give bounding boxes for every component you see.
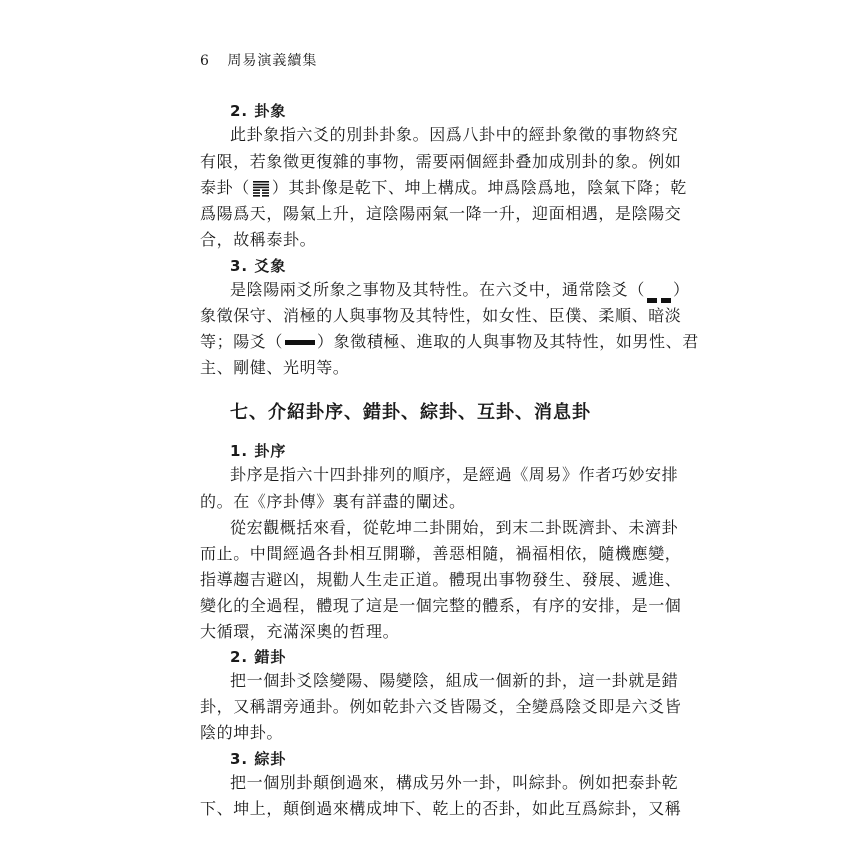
section-heading-zong-gua: 3. 綜卦: [230, 750, 287, 768]
paragraph-line: 而止。中間經過各卦相互開聯，善惡相隨，禍福相依，隨機應變，: [200, 544, 682, 563]
paragraph-line: 從宏觀概括來看，從乾坤二卦開始，到末二卦既濟卦、未濟卦: [230, 518, 679, 537]
paragraph-line: 象徵保守、消極的人與事物及其特性，如女性、臣僕、柔順、暗淡: [200, 306, 682, 325]
paragraph-text: 等；陽爻（: [200, 332, 284, 351]
paragraph-line: 此卦象指六爻的別卦卦象。因爲八卦中的經卦象徵的事物終究: [230, 125, 679, 144]
page-header: [200, 50, 317, 70]
paragraph-line: 變化的全過程，體現了這是一個完整的體系，有序的安排，是一個: [200, 596, 682, 615]
paragraph-line: 大循環，充滿深奧的哲理。: [200, 622, 400, 641]
page-number: 6: [200, 53, 210, 69]
paragraph-line: 爲陽爲天，陽氣上升，這陰陽兩氣一降一升，迎面相遇，是陰陽交: [200, 204, 682, 223]
book-title: 周易演義續集: [227, 53, 318, 69]
tai-hexagram-icon: [252, 181, 270, 197]
paragraph-line: 主、剛健、光明等。: [200, 358, 350, 377]
paragraph-line: [200, 178, 687, 198]
section-heading-gua-xu: 1. 卦序: [230, 442, 287, 460]
paragraph-text: ）其卦像是乾下、坤上構成。坤爲陰爲地，陰氣下降；乾: [271, 178, 687, 197]
paragraph-line: 合，故稱泰卦。: [200, 230, 317, 249]
paragraph-line: 把一個別卦顛倒過來，構成另外一卦，叫綜卦。例如把泰卦乾: [230, 773, 679, 792]
paragraph-line: 卦序是指六十四卦排列的順序，是經過《周易》作者巧妙安排: [230, 465, 679, 484]
paragraph-text: 是陰陽兩爻所象之事物及其特性。在六爻中，通常陰爻（: [230, 280, 646, 299]
paragraph-line: 卦，又稱謂旁通卦。例如乾卦六爻皆陽爻，全變爲陰爻即是六爻皆: [200, 697, 682, 716]
section-heading-cuo-gua: 2. 錯卦: [230, 648, 287, 666]
paragraph-text: ）: [673, 280, 690, 299]
paragraph-text: 泰卦（: [200, 178, 250, 197]
paragraph-line: 把一個卦爻陰變陽、陽變陰，組成一個新的卦，這一卦就是錯: [230, 671, 679, 690]
chapter-heading: 七、介紹卦序、錯卦、綜卦、互卦、消息卦: [230, 402, 591, 423]
paragraph-line: 下、坤上，顛倒過來構成坤下、乾上的否卦，如此互爲綜卦，又稱: [200, 799, 682, 818]
paragraph-line: 陰的坤卦。: [200, 723, 284, 742]
section-heading-yao-xiang: 3. 爻象: [230, 257, 287, 275]
paragraph-line: [230, 280, 690, 300]
paragraph-line: 有限，若象徵更復雜的事物，需要兩個經卦叠加成別卦的象。例如: [200, 152, 682, 171]
paragraph-line: 指導趨吉避凶，規勸人生走正道。體現出事物發生、發展、遞進、: [200, 570, 682, 589]
yang-line-icon: [285, 340, 315, 345]
paragraph-text: ）象徵積極、進取的人與事物及其特性，如男性、君: [317, 332, 699, 351]
paragraph-line: 的。在《序卦傳》裏有詳盡的闡述。: [200, 492, 466, 511]
paragraph-line: [200, 332, 699, 352]
section-heading-gua-xiang: 2. 卦象: [230, 102, 287, 120]
yin-line-icon: [647, 288, 671, 294]
